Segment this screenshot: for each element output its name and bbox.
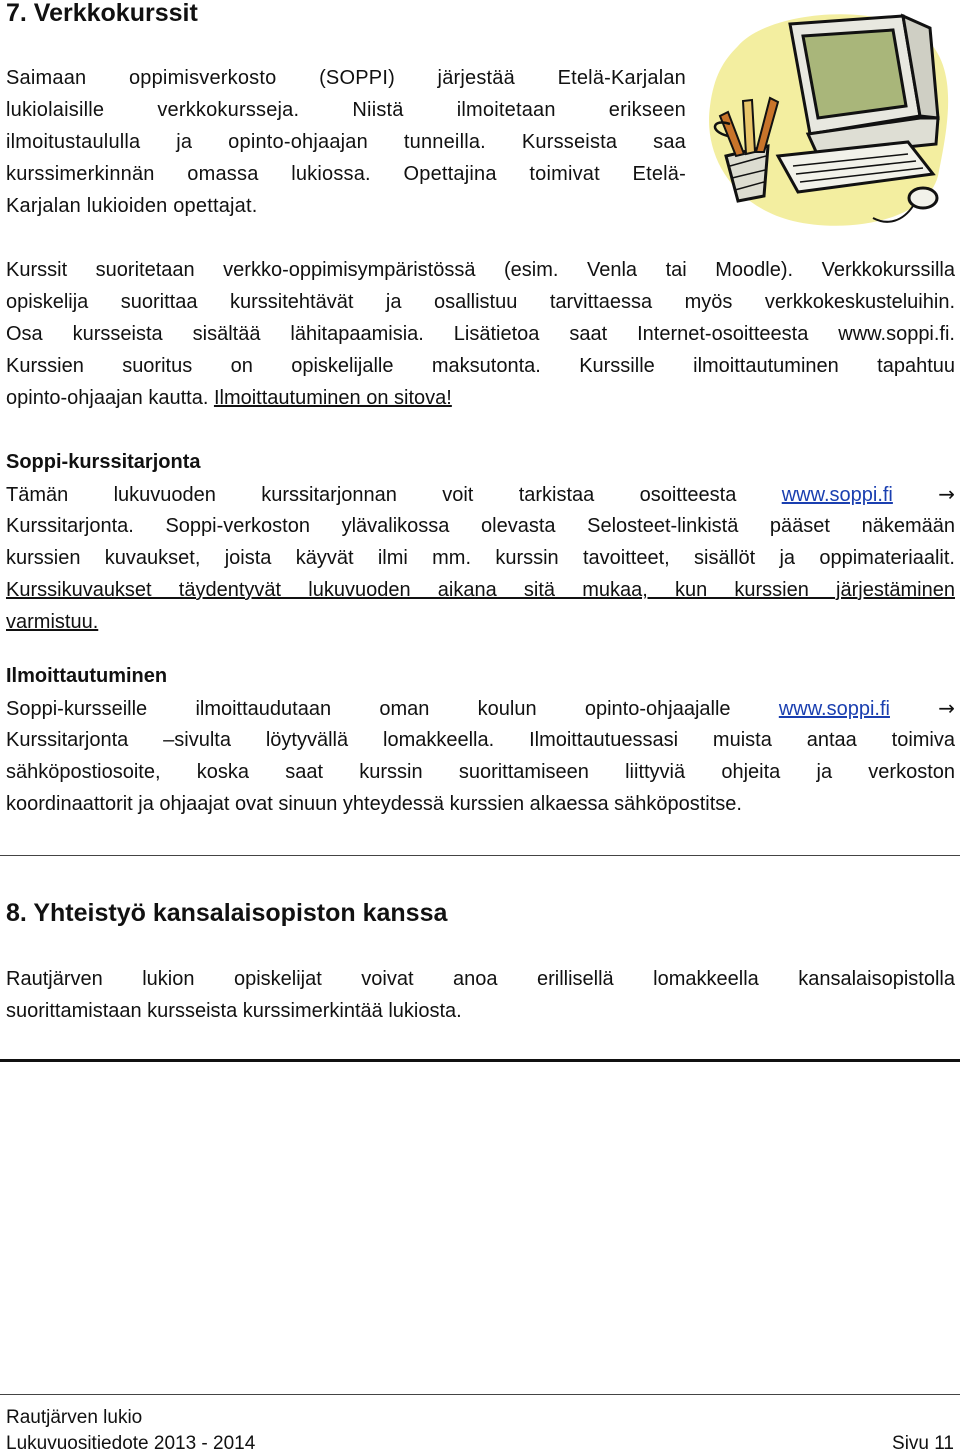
body-line: koordinaattorit ja ohjaajat ovat sinuun yhteydessä kurssien alkaessa sähköpostitse. (6, 793, 742, 815)
section-8-title: 8. Yhteistyö kansalaisopiston kanssa (6, 899, 448, 927)
body-line (6, 695, 955, 722)
intro-line: ilmoitustaululla ja opinto-ohjaajan tunneilla. Kursseista saa (6, 131, 686, 153)
soppi-link[interactable]: www.soppi.fi (781, 484, 893, 506)
computer-clipart-icon (698, 6, 952, 236)
body-line: opiskelija suorittaa kurssitehtävät ja osallistuu tarvittaessa myös verkkokeskusteluihin. (6, 291, 955, 313)
body-text: Tämän lukuvuoden kurssitarjonnan voit tarkistaa osoitteesta (6, 484, 737, 506)
page-number: Sivu 11 (892, 1433, 954, 1454)
body-line: suorittamistaan kursseista kurssimerkintää lukiosta. (6, 1000, 462, 1022)
body-line: Kurssitarjonta –sivulta löytyvällä lomakkeella. Ilmoittautuessasi muista antaa toimiva (6, 729, 955, 751)
section-divider (0, 855, 960, 856)
body-line: Kurssien suoritus on opiskelijalle maksutonta. Kurssille ilmoittautuminen tapahtuu (6, 355, 955, 377)
body-line: varmistuu. (6, 611, 99, 633)
signup-heading: Ilmoittautuminen (6, 665, 168, 687)
footer-school: Rautjärven lukio (6, 1407, 143, 1428)
body-line: Kurssikuvaukset täydentyvät lukuvuoden aikana sitä mukaa, kun kurssien järjestäminen (6, 579, 955, 601)
intro-line: lukiolaisille verkkokursseja. Niistä ilmoitetaan erikseen (6, 99, 686, 121)
body-line: sähköpostiosoite, koska saat kurssin suorittamiseen liittyviä ohjeita ja verkoston (6, 761, 955, 783)
body-line: kurssien kuvaukset, joista käyvät ilmi mm. kurssin tavoitteet, sisällöt ja oppimateriaalit. (6, 547, 955, 569)
soppi-heading: Soppi-kurssitarjonta (6, 451, 201, 473)
body-line: Kurssitarjonta. Soppi-verkoston ylävalikossa olevasta Selosteet-linkistä pääset näkemään (6, 515, 955, 537)
footer-document: Lukuvuositiedote 2013 - 2014 (6, 1433, 256, 1454)
arrow-right-icon: → (938, 482, 955, 506)
body-text: Soppi-kursseille ilmoittaudutaan oman koulun opinto-ohjaajalle (6, 698, 731, 720)
intro-line: Karjalan lukioiden opettajat. (6, 195, 258, 217)
soppi-link[interactable]: www.soppi.fi (778, 698, 890, 720)
body-line: Rautjärven lukion opiskelijat voivat anoa erillisellä lomakkeella kansalaisopistolla (6, 968, 955, 990)
body-text: opinto-ohjaajan kautta. (6, 387, 214, 409)
arrow-right-icon: → (938, 696, 956, 720)
body-line: Osa kursseista sisältää lähitapaamisia. Lisätietoa saat Internet-osoitteesta www.soppi.fi. (6, 323, 955, 345)
binding-notice: Ilmoittautuminen on sitova! (213, 387, 452, 409)
footer-divider (0, 1394, 960, 1395)
intro-line: kurssimerkinnän omassa lukiossa. Opettajina toimivat Etelä- (6, 163, 686, 185)
body-line (6, 385, 955, 411)
section-7-title: 7. Verkkokurssit (6, 0, 198, 27)
body-line: Kurssit suoritetaan verkko-oppimisympäristössä (esim. Venla tai Moodle). Verkkokurssilla (6, 259, 955, 281)
body-line (6, 481, 955, 508)
intro-line: Saimaan oppimisverkosto (SOPPI) järjestää Etelä-Karjalan (6, 67, 686, 89)
section-divider (0, 1059, 960, 1062)
